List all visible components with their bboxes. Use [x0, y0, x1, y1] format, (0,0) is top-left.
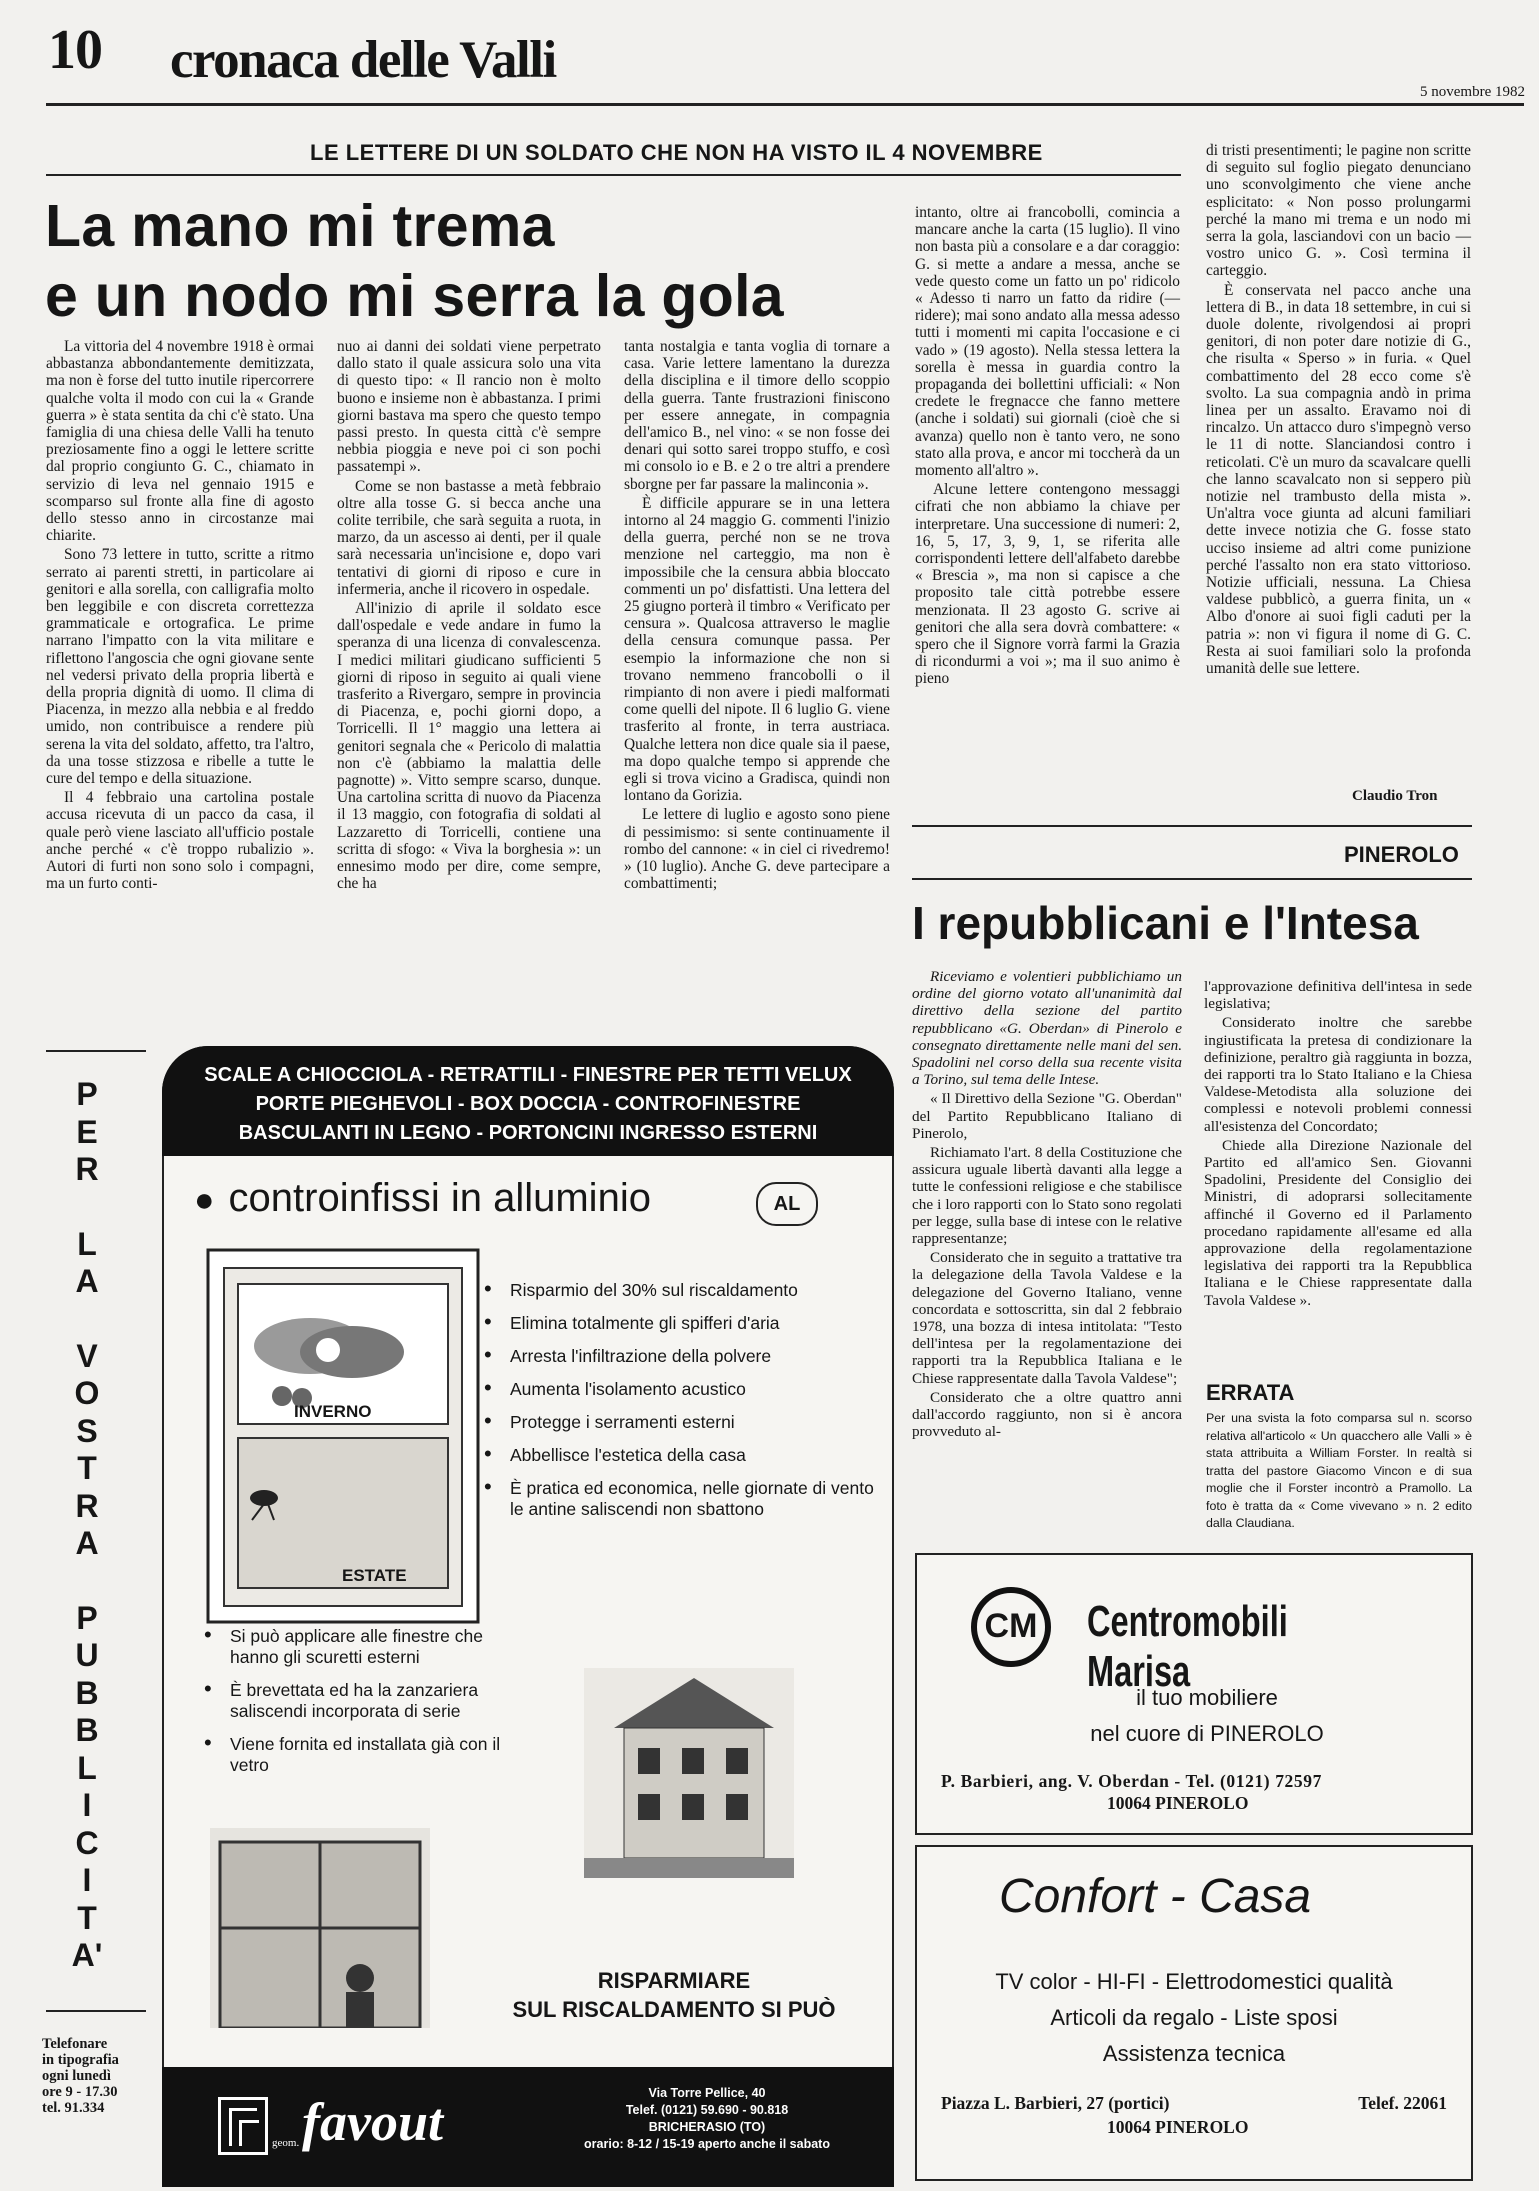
slogan-line-2: SUL RISCALDAMENTO SI PUÒ: [512, 1997, 836, 2022]
favout-features-secondary: [204, 1626, 524, 1788]
favout-features: [484, 1280, 874, 1532]
favout-ad: [162, 1046, 894, 2187]
page-number: 10: [48, 19, 102, 81]
favout-brand-prefix: geom.: [272, 2137, 300, 2149]
cm-tagline-1: il tuo mobiliere: [1136, 1685, 1278, 1710]
favout-logo-icon: [218, 2097, 268, 2155]
pinerolo-under-rule: [912, 878, 1472, 880]
confort-line-2: Articoli da regalo - Liste sposi: [1050, 2005, 1338, 2030]
favout-headline: ● controinfissi in alluminio: [194, 1176, 651, 1220]
pinerolo-column-1: Riceviamo e volentieri pubblichiamo un ordine del giorno votato all'unanimità dal direttivo della sezione del partito repubblicano «G. Oberdan» di Pinerolo e consegnato direttamente nelle mani del sen. Spadolini nel corso della sua recente visita a Torino, sul tema delle Intese. « Il Direttivo della Sezione "G. Oberdan" del Partito Repubblicano Italiano di Pinerolo, Richiamato l'art. 8 della Costituzione che assicura uguale libertà davanti alla legge a tutte le confessioni religiose e che stabilisce che i loro rapporti con lo Stato sono regolati per legge, sulla base di intese con le relative rappresentanze; Considerato che in seguito a trattative tra la delegazione della Tavola Valdese e la delegazione del Governo Italiano, venne concordata e sottoscritta, sin dal 2 febbraio 1978, una bozza di intesa intitolata: "Testo dell'intesa per la regolamentazione dei rapporti tra la Repubblica Italiana e le Chiese rappresentate dalla Tavola Valdese"; Considerato che a oltre quattro anni dall'accordo raggiunto, non si è ancora provveduto al-: [912, 968, 1182, 1441]
newspaper-name: cronaca delle Valli: [170, 31, 556, 89]
article-headline-2: e un nodo mi serra la gola: [45, 263, 784, 329]
cm-address-1: P. Barbieri, ang. V. Oberdan - Tel. (0121) 72597: [941, 1771, 1322, 1791]
confort-line-1: TV color - HI-FI - Elettrodomestici qualità: [995, 1969, 1393, 1994]
confort-address: Piazza L. Barbieri, 27 (portici): [941, 2093, 1170, 2113]
centromobili-ad: [915, 1553, 1473, 1835]
cm-address-2: 10064 PINEROLO: [1107, 1793, 1249, 1813]
confort-phone: Telef. 22061: [1358, 2093, 1447, 2113]
pubblicita-vertical-text: P E R L A V O S T R A P U B B L I C I T A': [71, 1076, 103, 1973]
house-drawing: [584, 1668, 794, 1878]
kicker-rule: [46, 174, 1181, 176]
article-headline-1: La mano mi trema: [45, 193, 555, 259]
feature-item: • Viene fornita ed installata già con il vetro: [204, 1734, 524, 1776]
confort-line-3: Assistenza tecnica: [1102, 2041, 1286, 2066]
pubblicita-bottom-rule: [46, 2010, 146, 2012]
feature-item: • Si può applicare alle finestre che hanno gli scuretti esterni: [204, 1626, 524, 1668]
favout-banner-line-2: PORTE PIEGHEVOLI - BOX DOCCIA - CONTROFINESTRE: [255, 1093, 801, 1115]
pinerolo-top-rule: [912, 825, 1472, 827]
feature-item: • Elimina totalmente gli spifferi d'aria: [484, 1313, 874, 1334]
pinerolo-column-2: l'approvazione definitiva dell'intesa in sede legislativa; Considerato inoltre che sarebbe ingiustificata la pretesa di condizionare la definizione, peraltro già raggiunta in bozza, dei rapporti tra lo Stato Italiano e la Chiesa Valdese-Metodista alla soluzione dei complessi e notevoli problemi connessi all'esistenza del Concordato; Chiede alla Direzione Nazionale del Partito ed all'amico Sen. Giovanni Spadolini, Presidente del Consiglio dei Ministri, di adoprarsi sollecitamente affinché il Governo ed il Parlamento procedano rapidamente all'esame ed alla approvazione della regolamentazione legislativa dei rapporti tra la Repubblica Italiana e le Chiese rappresentate dalla Tavola Valdese ».: [1204, 978, 1472, 1309]
errata-text: Per una svista la foto comparsa sul n. scorso relativa all'articolo « Un quacchero alle Valli » è stata attribuita a William Forster. In realtà si tratta del pastore Giacomo Vincon e di sua moglie che il Forster incontrò a Pramollo. La foto è tratta da « Come vivevano » n. 2 edito dalla Claudiana.: [1206, 1411, 1472, 1530]
window-photo: [210, 1828, 430, 2028]
favout-banner: [162, 1046, 894, 1156]
issue-date: 5 novembre 1982: [1420, 84, 1525, 100]
pinerolo-headline: I repubblicani e l'Intesa: [912, 897, 1419, 949]
slogan-line-1: RISPARMIARE: [597, 1968, 751, 1993]
feature-item: • È brevettata ed ha la zanzariera saliscendi incorporata di serie: [204, 1680, 524, 1722]
pubblicita-contact: Telefonare in tipografia ogni lunedì ore 9 - 17.30 tel. 91.334: [42, 2036, 119, 2116]
window-label-winter: INVERNO: [294, 1402, 372, 1421]
pubblicita-top-rule: [46, 1050, 146, 1052]
article-author: Claudio Tron: [1352, 788, 1438, 804]
errata-title: ERRATA: [1206, 1380, 1295, 1405]
aluminium-badge: AL: [756, 1182, 818, 1226]
favout-brand: favout: [302, 2092, 443, 2152]
cm-logo-icon: CM: [971, 1587, 1051, 1667]
cm-name: Centromobili Marisa: [1087, 1597, 1288, 1696]
confort-title: Confort - Casa: [999, 1870, 1312, 1923]
cm-tagline-2: nel cuore di PINEROLO: [1090, 1721, 1324, 1746]
favout-banner-line-3: BASCULANTI IN LEGNO - PORTONCINI INGRESSO ESTERNI: [238, 1122, 818, 1144]
house-photo: [584, 1668, 794, 1878]
feature-item: • È pratica ed economica, nelle giornate di vento le antine saliscendi non sbattono: [484, 1478, 874, 1520]
favout-footer: [162, 2067, 894, 2187]
article-column-3: tanta nostalgia e tanta voglia di tornare a casa. Varie lettere lamentano la durezza della disciplina e il timore dello scoppio della guerra. Tante frustrazioni finiscono per essere annegate, in compagnia dell'amico B., nel vino: « se non fosse dei denari qui sotto sarei troppo stuffo, e così mi consolo io e B. e 2 o tre altri a prendere sborgne per far passare la malinconia ». È difficile appurare se in una lettera intorno al 24 maggio G. commenti l'inizio della guerra, perché non se ne trova menzione nel carteggio, ma non è impossibile che la censura abbia bloccato commenti un po' disfattisti. Una lettera del 25 giugno porterà il timbro « Verificato per censura ». Qualcosa attraverso le maglie della censura comunque passa. Per esempio la informazione che non si trovano nemmeno francobolli o il rimpianto di non avere i piedi malformati come quelli del nipote. Il 6 luglio G. viene trasferito al fronte, in terra austriaca. Qualche lettera non dice quale sia il paese, ma dopo qualche tempo si apprende che egli si trova vicino a Gradisca, quindi non lontano da Gorizia. Le lettere di luglio e agosto sono piene di pessimismo: si sente continuamente il rombo del cannone: « in ciel ci rivedremo! » (10 luglio). Anche G. deve partecipare a combattimenti;: [624, 338, 890, 893]
favout-address: Via Torre Pellice, 40 Telef. (0121) 59.690 - 90.818 BRICHERASIO (TO) orario: 8-12 / 15-19 aperto anche il sabato: [584, 2086, 830, 2151]
feature-item: • Risparmio del 30% sul riscaldamento: [484, 1280, 874, 1301]
masthead-rule: [46, 103, 1524, 106]
favout-banner-line-1: SCALE A CHIOCCIOLA - RETRATTILI - FINESTRE PER TETTI VELUX: [204, 1064, 852, 1086]
confort-city: 10064 PINEROLO: [1107, 2117, 1249, 2137]
feature-item: • Arresta l'infiltrazione della polvere: [484, 1346, 874, 1367]
article-column-5: di tristi presentimenti; le pagine non scritte di seguito sul foglio piegato denunciano uno sconvolgimento che viene anche esplicitato: « Non posso prolungarmi perché la mano mi trema e un nodo mi serra la gola, lasciandovi con un bacio — vostro unico G. ». Così termina il carteggio. È conservata nel pacco anche una lettera di B., in data 18 settembre, in cui si duole dolente, rivolgendosi ai propri genitori, di non poter dare notizie di G., che risulta « Sperso » in furia. « Quel combattimento del 28 ecco come s'è svolto. La sua compagnia andò in prima linea per un assalto. Eravamo noi di rincalzo. Un attacco duro s'impegnò verso le 11 di notte. Slanciandosi contro i reticolati. C'è un muro da scavalcare quelli che lanno scavalcato non si seppero più notizie nel trambusto della mista ». Un'altra voce giunta ad alcuni familiari dette invece notizia che G. fosse stato ucciso insieme ad altri come punizione perché l'assalto non era stato vittorioso. Notizie ufficiali, nessuna. La Chiesa valdese pubblicò, a guerra finita, un « Albo d'onore ai suoi figli caduti per la patria »: non vi figura il nome di G. C. Resta ai suoi familiari solo la profonda umanità delle sue lettere.: [1206, 142, 1471, 678]
feature-item: • Aumenta l'isolamento acustico: [484, 1379, 874, 1400]
article-column-4: intanto, oltre ai francobolli, comincia a mancare anche la carta (15 luglio). Il vino non basta più a consolare e a dar coraggio: G. si mette a andare a messa, anche se vede questo come un fatto un po' ridicolo « Adesso ti narro un fatto da ridire (— ridere); mai sono andato alla messa adesso tutti i momenti mi capita l'occasione e ci vado » (19 agosto). Nella stessa lettera la sorella è messa in guardia contro la propaganda dei bollettini ufficiali: « Non credete le fregnacce che fanno mettere (anche i soldati) sui giornali (cioè che si avanza) quello non è tanto vero, ne sono stato alla prova, e ancor mi toccherà da un momento all'altro ». Alcune lettere contengono messaggi cifrati che non abbiamo la chiave per interpretare. Una successione di numeri: 2, 16, 5, 17, 3, 9, 1, se riferita alle corrispondenti lettere dell'alfabeto darebbe « Brescia », ma non si capisce a che proposito tale città potrebbe essere menzionata. Il 23 agosto G. scrive ai genitori che alla sera dovrà combattere: « spero che il Signore vorrà farmi la Grazia di ricondurmi a voi »; ma il suo animo è pieno: [915, 204, 1180, 688]
confort-casa-ad: [915, 1845, 1473, 2181]
feature-item: • Abbellisce l'estetica della casa: [484, 1445, 874, 1466]
article-kicker: LE LETTERE DI UN SOLDATO CHE NON HA VISTO IL 4 NOVEMBRE: [310, 140, 1043, 165]
window-label-summer: ESTATE: [342, 1566, 407, 1585]
favout-slogan: [494, 1966, 854, 2024]
window-illustration: [202, 1248, 492, 1626]
feature-item: • Protegge i serramenti esterni: [484, 1412, 874, 1433]
article-column-2: nuo ai danni dei soldati viene perpetrato dallo stato il quale assicura solo una vita di questo tipo: « Il rancio non è molto buono e insieme non è abbastanza. I primi giorni bastava ma spero che questo tempo passi presto. In questa città c'è sempre nebbia pioggia e neve poi ci son pochi passatempi ». Come se non bastasse a metà febbraio oltre alla tosse G. si becca anche una colite terribile, che sarà seguita a ruota, in marzo, da un ascesso ai denti, per il quale sarà necessaria un'incisione e, dopo vari tentativi di giorni di riposo e cure in infermeria, anche il ricovero in ospedale. All'inizio di aprile il soldato esce dall'ospedale e vede andare in fumo la speranza di una licenza di convalescenza. I medici militari giudicano sufficienti 5 giorni di riposo in seguito ai quali viene trasferito a Rivergaro, sempre in provincia di Piacenza, e, pochi giorni dopo, a Torricelli. Il 1° maggio una lettera ai genitori segnala che « Pericolo di malattia non c'è (abbiamo la malattia delle pagnotte) ». Vitto sempre scarso, dunque. Una cartolina scritta di nuovo da Piacenza il 13 maggio, con fotografia di soldati al Lazzaretto di Torricelli, contiene una scritta di sfogo: « Viva la borghesia »: un ennesimo modo per dire, come sempre, che ha: [337, 338, 601, 893]
article-column-1: La vittoria del 4 novembre 1918 è ormai abbastanza abbondantemente demitizzata, ma non è forse del tutto inutile ripercorrere qualche volta il modo con cui la « Grande guerra » è stata sentita da chi c'è stato. Una famiglia di una chiesa delle Valli ha tenuto preziosamente fino a oggi le lettere scritte dal proprio congiunto G. C., chiamato in servizio di leva nel gennaio 1915 e scomparso sul fronte alla fine di agosto dello stesso anno in circostanze mai chiarite. Sono 73 lettere in tutto, scritte a ritmo serrato ai parenti stretti, in particolare ai genitori e alla sorella, con calligrafia molto ben leggibile e con discreta correttezza grammaticale e ortografica. Le prime narrano l'impatto con la vita militare e riflettono l'angoscia che ogni giovane sente nel vedersi privato della propria libertà e della propria dignità di uomo. Il clima di Piacenza, in mezzo alla nebbia e al freddo umido, non contribuisce a rendere più serena la vita del soldato, affetto, tra l'altro, da una tosse stizzosa e ribelle a tutte le cure del tempo e della situazione. Il 4 febbraio una cartolina postale accusa ricevuta di un pacco da casa, il quale però viene lasciato all'ufficio postale anche perché « c'è troppo rubalizio ». Autori di furti non sono solo i compagni, ma un furto conti-: [46, 338, 314, 893]
window-photo-drawing: [210, 1828, 430, 2028]
section-label-pinerolo: PINEROLO: [1344, 842, 1459, 867]
